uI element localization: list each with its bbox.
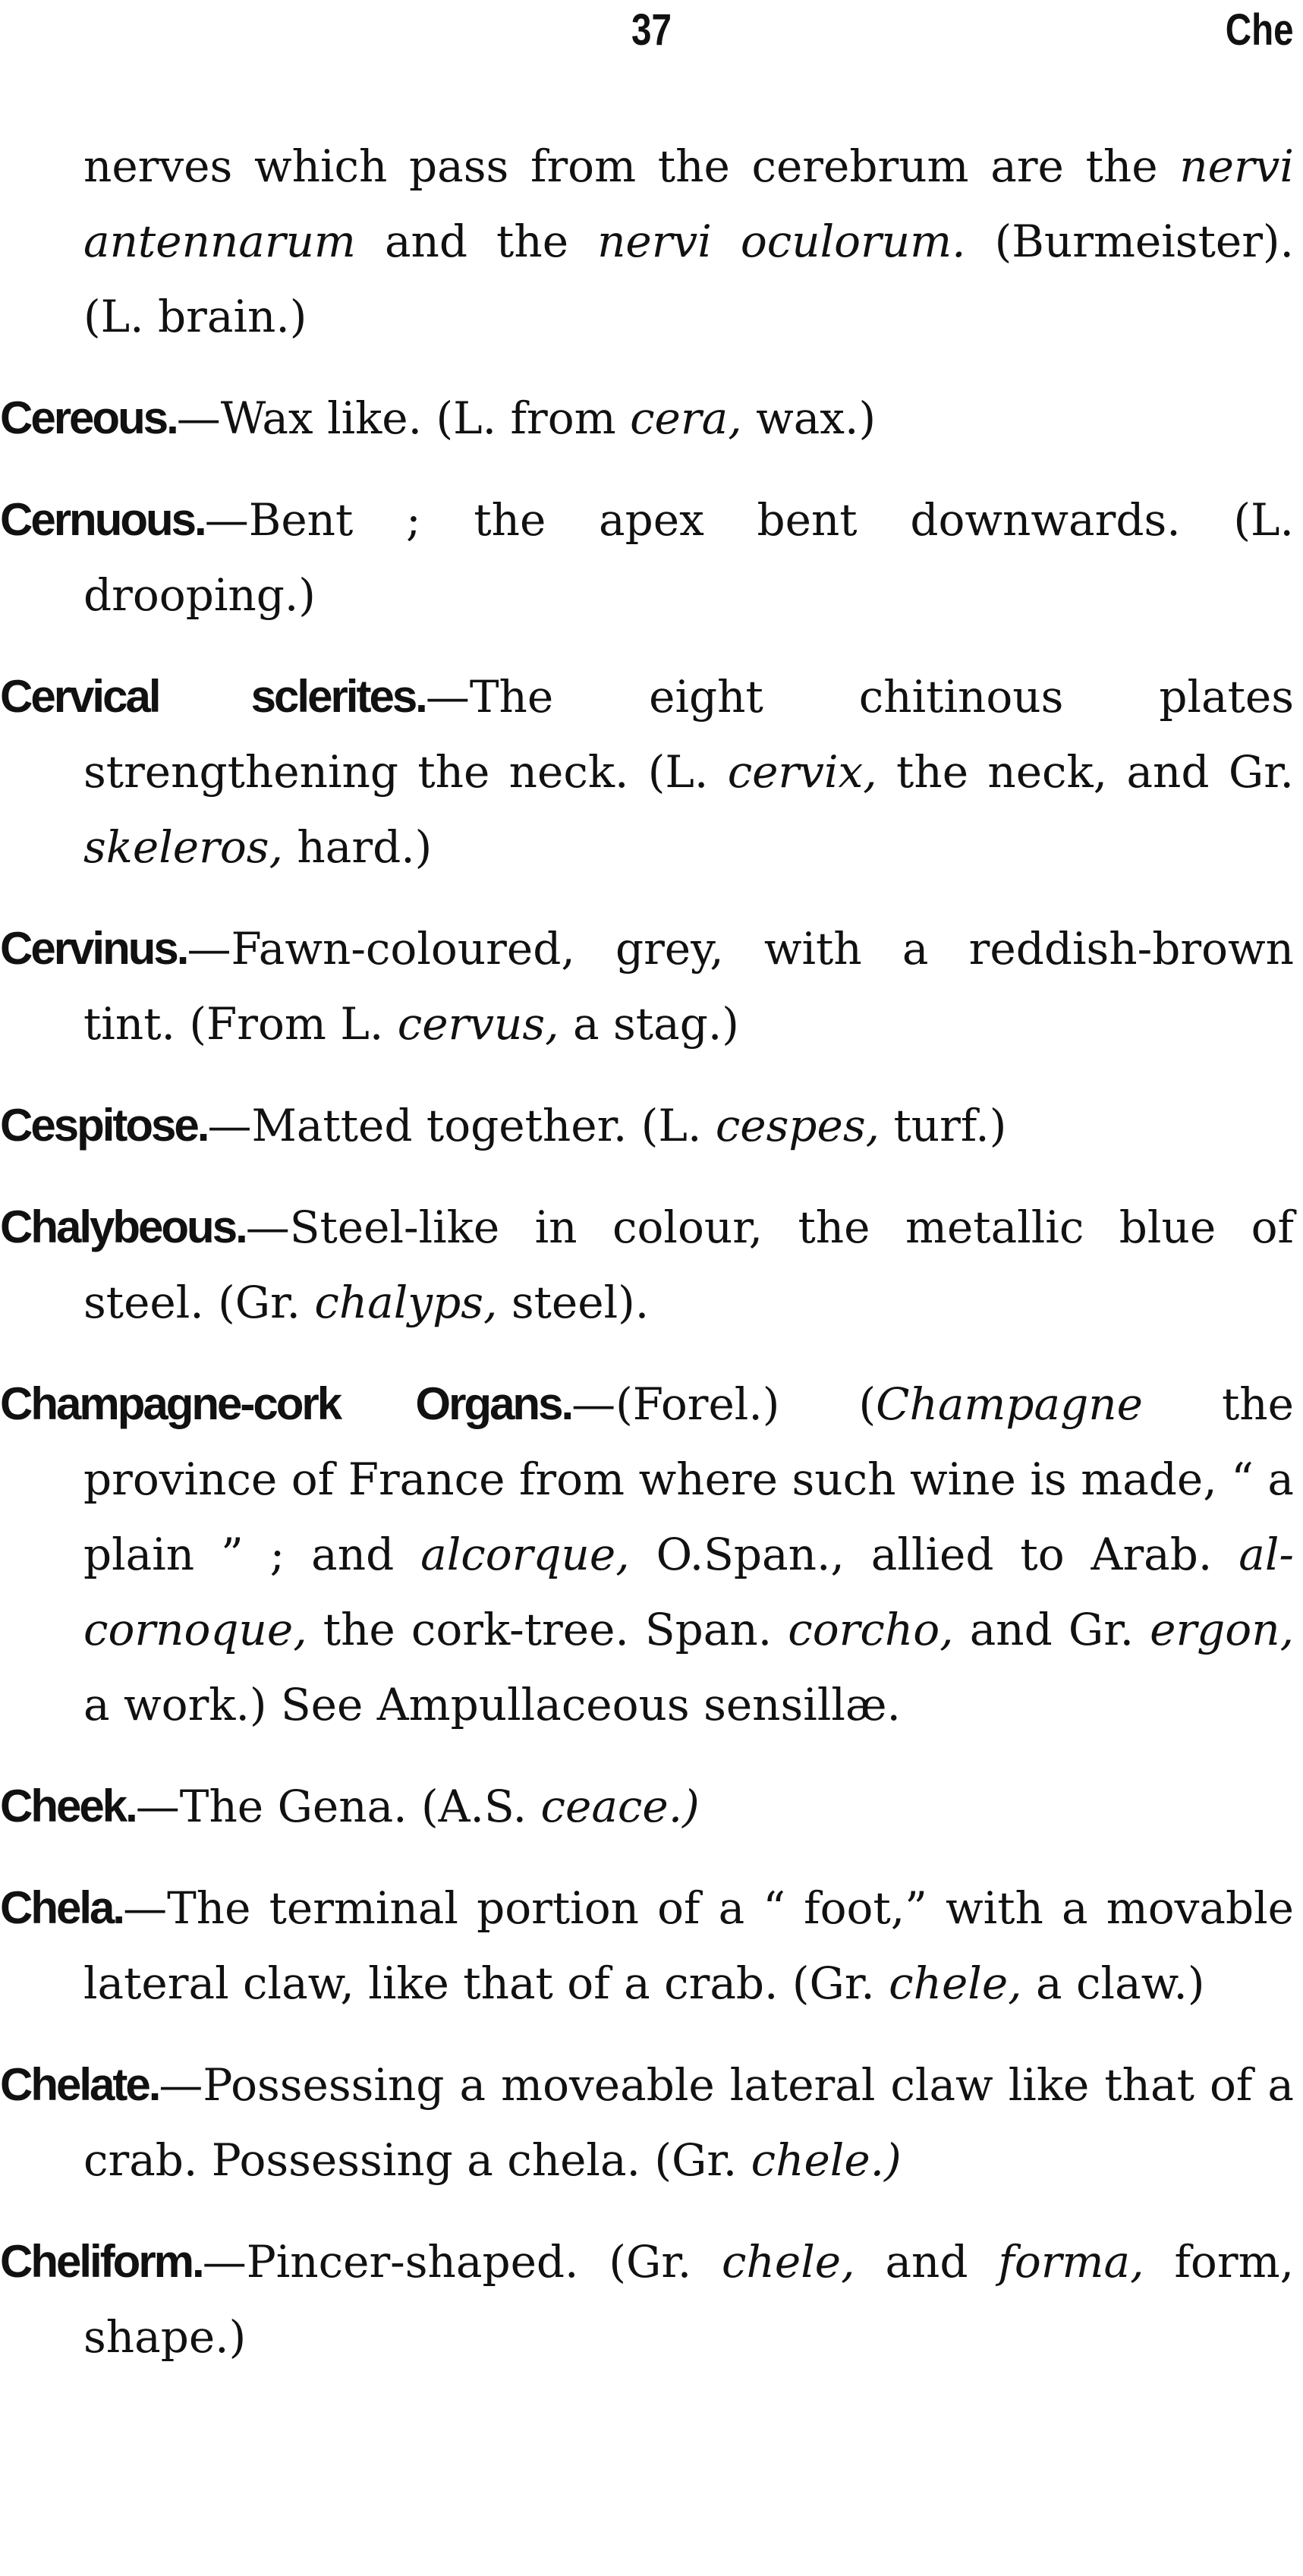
- entry-text: O.Span., allied to Arab.: [629, 1529, 1239, 1580]
- entry-italic-term: alcorque,: [420, 1529, 630, 1580]
- entry-text: and the: [355, 216, 598, 267]
- entry-italic-term: ergon,: [1150, 1604, 1295, 1655]
- entry-headword: Cervical sclerites.: [0, 671, 426, 722]
- entry-headword: Chalybeous.: [0, 1201, 246, 1252]
- entry-text: and: [855, 2236, 999, 2288]
- entry-italic-term: cespes,: [715, 1100, 880, 1151]
- entry-italic-term: forma,: [998, 2236, 1144, 2288]
- entry-italic-term: cervix,: [727, 746, 877, 798]
- entry-cernuous: [0, 482, 1294, 633]
- entry-text: —Steel-like in colour, the metallic blue of steel. (Gr.: [83, 1201, 1294, 1328]
- page-number: 37: [631, 5, 672, 55]
- entry-chela: [0, 1870, 1294, 2021]
- entry-text: —Fawn-coloured, grey, with a reddish-brown tint. (From L.: [83, 923, 1294, 1050]
- entry-italic-term: nervi oculorum.: [597, 216, 966, 267]
- entry-cheliform: [0, 2224, 1294, 2375]
- entry-text: the neck, and Gr.: [877, 746, 1294, 798]
- entry-text: hard.): [282, 821, 433, 873]
- entry-text: —Matted together. (L.: [207, 1100, 716, 1151]
- entry-headword: Cespitose.: [0, 1100, 208, 1151]
- entry-italic-term: chalyps,: [314, 1277, 498, 1328]
- entry-headword: Chelate.: [0, 2059, 159, 2110]
- entry-cerebrum-cont: [0, 129, 1294, 354]
- entry-headword: Cervinus.: [0, 923, 187, 974]
- entry-text: the cork-tree. Span.: [307, 1604, 788, 1655]
- entry-text: (Burmeister). (L. brain.): [83, 216, 1294, 342]
- entry-italic-term: chele.): [751, 2134, 902, 2186]
- entry-text: nerves which pass from the cerebrum are the: [83, 140, 1180, 192]
- entry-italic-term: skeleros,: [83, 821, 283, 873]
- entry-cereous: [0, 380, 1294, 456]
- entry-italic-term: cera,: [630, 392, 742, 444]
- page-header: [0, 0, 1303, 83]
- entry-italic-term: corcho,: [788, 1604, 954, 1655]
- entry-text: turf.): [880, 1100, 1007, 1151]
- entry-headword: Cheliform.: [0, 2236, 203, 2287]
- entry-list: [0, 129, 1294, 2375]
- guide-word: Che: [1226, 5, 1294, 55]
- entry-text: —The eight chitinous plates strengthening the neck. (L.: [83, 671, 1294, 798]
- entry-cespitose: [0, 1088, 1294, 1164]
- entry-cervinus: [0, 911, 1294, 1062]
- entry-text: the province of France from where such wine is made, “ a plain ” ; and: [83, 1378, 1294, 1580]
- entry-text: wax.): [741, 392, 877, 444]
- entry-text: —Pincer-shaped. (Gr.: [202, 2236, 722, 2288]
- entry-headword: Cernuous.: [0, 494, 205, 545]
- entry-italic-term: ceace.): [540, 1781, 700, 1832]
- entry-italic-term: chele,: [889, 1957, 1022, 2009]
- entry-text: —Bent ; the apex bent downwards. (L. drooping.): [83, 494, 1294, 621]
- entry-text: —The Gena. (A.S.: [135, 1781, 541, 1832]
- entry-text: and Gr.: [953, 1604, 1150, 1655]
- entry-text: form, shape.): [83, 2236, 1295, 2363]
- entry-text: steel).: [497, 1277, 650, 1328]
- entry-headword: Chela.: [0, 1882, 124, 1933]
- entry-italic-term: Champagne: [876, 1378, 1143, 1430]
- entry-text: a work.) See Ampullaceous sensillæ.: [83, 1679, 901, 1730]
- entry-chelate: [0, 2047, 1294, 2198]
- entry-headword: Cereous.: [0, 392, 177, 443]
- entry-text: —The terminal portion of a “ foot,” with a movable lateral claw, like that of a crab. (Gr.: [83, 1882, 1294, 2009]
- entry-text: —Wax like. (L. from: [176, 392, 631, 444]
- entry-text: —Possessing a moveable lateral claw like that of a crab. Possessing a chela. (Gr.: [83, 2059, 1294, 2186]
- entry-headword: Champagne-cork Organs.: [0, 1378, 572, 1429]
- entry-text: —(Forel.) (: [571, 1378, 877, 1430]
- entry-champagne-cork-organs: [0, 1366, 1294, 1743]
- entry-text: a claw.): [1021, 1957, 1205, 2009]
- entry-chalybeous: [0, 1189, 1294, 1340]
- entry-cervical-sclerites: [0, 659, 1294, 885]
- entry-italic-term: chele,: [722, 2236, 855, 2288]
- entry-italic-term: al-cornoque,: [83, 1529, 1294, 1655]
- entry-text: a stag.): [559, 998, 739, 1050]
- entry-cheek: [0, 1768, 1294, 1844]
- entry-italic-term: cervus,: [397, 998, 559, 1050]
- entry-headword: Cheek.: [0, 1781, 136, 1831]
- entry-italic-term: nervi antennarum: [83, 140, 1294, 267]
